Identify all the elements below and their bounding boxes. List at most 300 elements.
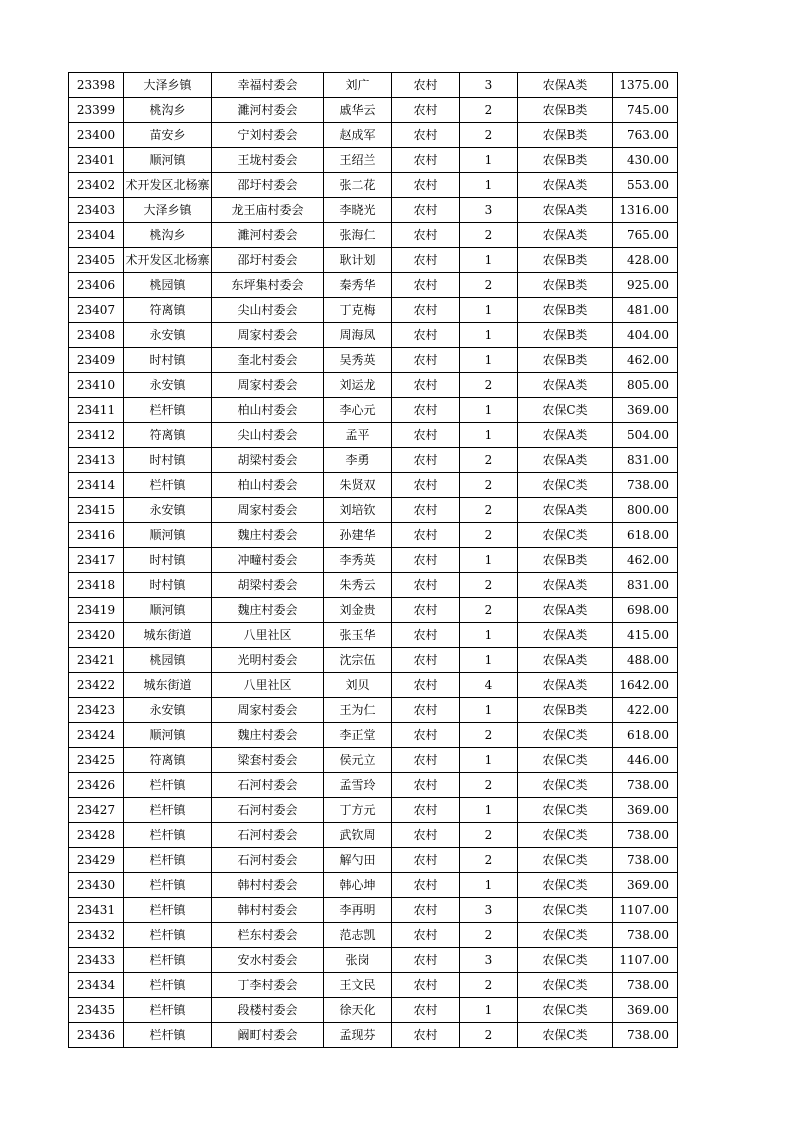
name-cell: 解勺田 (324, 848, 392, 873)
name-cell: 秦秀华 (324, 273, 392, 298)
serial-number-cell: 23416 (69, 523, 124, 548)
table-row (69, 398, 678, 423)
township-cell: 符离镇 (124, 748, 212, 773)
household-type-cell: 农村 (392, 123, 460, 148)
person-count-cell: 3 (460, 73, 518, 98)
household-type-cell: 农村 (392, 423, 460, 448)
person-count-cell: 1 (460, 148, 518, 173)
serial-number-cell: 23405 (69, 248, 124, 273)
person-count-cell: 1 (460, 748, 518, 773)
serial-number-cell: 23407 (69, 298, 124, 323)
name-cell: 王文民 (324, 973, 392, 998)
township-cell: 符离镇 (124, 423, 212, 448)
name-cell: 丁方元 (324, 798, 392, 823)
insurance-category-cell: 农保A类 (518, 198, 613, 223)
township-cell: 栏杆镇 (124, 973, 212, 998)
name-cell: 孙建华 (324, 523, 392, 548)
amount-cell: 369.00 (613, 398, 678, 423)
name-cell: 张二花 (324, 173, 392, 198)
household-type-cell: 农村 (392, 798, 460, 823)
serial-number-cell: 23426 (69, 773, 124, 798)
township-cell: 时村镇 (124, 573, 212, 598)
person-count-cell: 2 (460, 923, 518, 948)
insurance-category-cell: 农保C类 (518, 798, 613, 823)
amount-cell: 369.00 (613, 873, 678, 898)
household-type-cell: 农村 (392, 298, 460, 323)
person-count-cell: 2 (460, 98, 518, 123)
amount-cell: 738.00 (613, 973, 678, 998)
village-committee-cell: 尖山村委会 (212, 298, 324, 323)
village-committee-cell: 段楼村委会 (212, 998, 324, 1023)
township-cell: 顺河镇 (124, 523, 212, 548)
household-type-cell: 农村 (392, 898, 460, 923)
household-type-cell: 农村 (392, 198, 460, 223)
insurance-category-cell: 农保B类 (518, 323, 613, 348)
name-cell: 刘运龙 (324, 373, 392, 398)
person-count-cell: 2 (460, 273, 518, 298)
village-committee-cell: 宁刘村委会 (212, 123, 324, 148)
table-row (69, 273, 678, 298)
amount-cell: 504.00 (613, 423, 678, 448)
table-row (69, 923, 678, 948)
insurance-category-cell: 农保A类 (518, 73, 613, 98)
township-cell: 术开发区北杨寨 (124, 248, 212, 273)
name-cell: 张海仁 (324, 223, 392, 248)
village-committee-cell: 光明村委会 (212, 648, 324, 673)
amount-cell: 462.00 (613, 548, 678, 573)
household-type-cell: 农村 (392, 73, 460, 98)
person-count-cell: 1 (460, 648, 518, 673)
village-committee-cell: 龙王庙村委会 (212, 198, 324, 223)
township-cell: 栏杆镇 (124, 398, 212, 423)
serial-number-cell: 23414 (69, 473, 124, 498)
serial-number-cell: 23401 (69, 148, 124, 173)
insurance-category-cell: 农保C类 (518, 998, 613, 1023)
insurance-category-cell: 农保C类 (518, 873, 613, 898)
village-committee-cell: 阚町村委会 (212, 1023, 324, 1048)
name-cell: 李心元 (324, 398, 392, 423)
name-cell: 刘培钦 (324, 498, 392, 523)
village-committee-cell: 安水村委会 (212, 948, 324, 973)
insurance-category-cell: 农保A类 (518, 648, 613, 673)
name-cell: 徐天化 (324, 998, 392, 1023)
amount-cell: 745.00 (613, 98, 678, 123)
person-count-cell: 1 (460, 398, 518, 423)
village-committee-cell: 丁李村委会 (212, 973, 324, 998)
name-cell: 孟现芬 (324, 1023, 392, 1048)
serial-number-cell: 23413 (69, 448, 124, 473)
insurance-category-cell: 农保C类 (518, 748, 613, 773)
township-cell: 大泽乡镇 (124, 198, 212, 223)
table-row (69, 98, 678, 123)
household-type-cell: 农村 (392, 448, 460, 473)
township-cell: 城东街道 (124, 623, 212, 648)
village-committee-cell: 梁套村委会 (212, 748, 324, 773)
village-committee-cell: 王垅村委会 (212, 148, 324, 173)
township-cell: 栏杆镇 (124, 1023, 212, 1048)
person-count-cell: 2 (460, 723, 518, 748)
person-count-cell: 1 (460, 698, 518, 723)
insurance-category-cell: 农保A类 (518, 423, 613, 448)
name-cell: 李再明 (324, 898, 392, 923)
amount-cell: 800.00 (613, 498, 678, 523)
township-cell: 时村镇 (124, 548, 212, 573)
village-committee-cell: 石河村委会 (212, 823, 324, 848)
person-count-cell: 2 (460, 123, 518, 148)
village-committee-cell: 韩村村委会 (212, 898, 324, 923)
table-row (69, 548, 678, 573)
household-type-cell: 农村 (392, 973, 460, 998)
person-count-cell: 2 (460, 448, 518, 473)
name-cell: 赵成军 (324, 123, 392, 148)
person-count-cell: 1 (460, 423, 518, 448)
name-cell: 李秀英 (324, 548, 392, 573)
table-row (69, 198, 678, 223)
person-count-cell: 1 (460, 623, 518, 648)
person-count-cell: 2 (460, 848, 518, 873)
serial-number-cell: 23432 (69, 923, 124, 948)
person-count-cell: 1 (460, 798, 518, 823)
name-cell: 武钦周 (324, 823, 392, 848)
village-committee-cell: 胡梁村委会 (212, 573, 324, 598)
person-count-cell: 2 (460, 823, 518, 848)
name-cell: 刘贝 (324, 673, 392, 698)
amount-cell: 831.00 (613, 448, 678, 473)
insurance-category-cell: 农保A类 (518, 223, 613, 248)
serial-number-cell: 23434 (69, 973, 124, 998)
household-type-cell: 农村 (392, 523, 460, 548)
person-count-cell: 3 (460, 898, 518, 923)
insurance-category-cell: 农保B类 (518, 98, 613, 123)
household-type-cell: 农村 (392, 223, 460, 248)
village-committee-cell: 尖山村委会 (212, 423, 324, 448)
serial-number-cell: 23430 (69, 873, 124, 898)
household-type-cell: 农村 (392, 748, 460, 773)
village-committee-cell: 奎北村委会 (212, 348, 324, 373)
household-type-cell: 农村 (392, 348, 460, 373)
person-count-cell: 1 (460, 998, 518, 1023)
table-row (69, 1023, 678, 1048)
table-row (69, 348, 678, 373)
name-cell: 李正堂 (324, 723, 392, 748)
village-committee-cell: 栏东村委会 (212, 923, 324, 948)
amount-cell: 765.00 (613, 223, 678, 248)
serial-number-cell: 23422 (69, 673, 124, 698)
name-cell: 耿计划 (324, 248, 392, 273)
name-cell: 孟平 (324, 423, 392, 448)
table-row (69, 998, 678, 1023)
person-count-cell: 2 (460, 573, 518, 598)
household-type-cell: 农村 (392, 623, 460, 648)
name-cell: 范志凯 (324, 923, 392, 948)
serial-number-cell: 23411 (69, 398, 124, 423)
amount-cell: 738.00 (613, 823, 678, 848)
person-count-cell: 1 (460, 548, 518, 573)
township-cell: 永安镇 (124, 698, 212, 723)
insurance-category-cell: 农保A类 (518, 623, 613, 648)
person-count-cell: 3 (460, 948, 518, 973)
village-committee-cell: 韩村村委会 (212, 873, 324, 898)
township-cell: 时村镇 (124, 348, 212, 373)
serial-number-cell: 23423 (69, 698, 124, 723)
insurance-category-cell: 农保C类 (518, 923, 613, 948)
household-type-cell: 农村 (392, 398, 460, 423)
amount-cell: 805.00 (613, 373, 678, 398)
table-row (69, 698, 678, 723)
village-committee-cell: 周家村委会 (212, 498, 324, 523)
name-cell: 刘金贵 (324, 598, 392, 623)
insurance-category-cell: 农保A类 (518, 448, 613, 473)
village-committee-cell: 濉河村委会 (212, 98, 324, 123)
amount-cell: 428.00 (613, 248, 678, 273)
township-cell: 栏杆镇 (124, 923, 212, 948)
table-row (69, 748, 678, 773)
table-row (69, 323, 678, 348)
township-cell: 栏杆镇 (124, 873, 212, 898)
serial-number-cell: 23406 (69, 273, 124, 298)
village-committee-cell: 魏庄村委会 (212, 723, 324, 748)
amount-cell: 404.00 (613, 323, 678, 348)
serial-number-cell: 23421 (69, 648, 124, 673)
name-cell: 朱贤双 (324, 473, 392, 498)
insurance-category-cell: 农保A类 (518, 173, 613, 198)
serial-number-cell: 23420 (69, 623, 124, 648)
amount-cell: 738.00 (613, 473, 678, 498)
table-row (69, 173, 678, 198)
village-committee-cell: 魏庄村委会 (212, 598, 324, 623)
township-cell: 符离镇 (124, 298, 212, 323)
table-row (69, 448, 678, 473)
name-cell: 吴秀英 (324, 348, 392, 373)
village-committee-cell: 石河村委会 (212, 848, 324, 873)
amount-cell: 618.00 (613, 523, 678, 548)
table-row (69, 598, 678, 623)
name-cell: 侯元立 (324, 748, 392, 773)
serial-number-cell: 23424 (69, 723, 124, 748)
village-committee-cell: 胡梁村委会 (212, 448, 324, 473)
township-cell: 术开发区北杨寨 (124, 173, 212, 198)
name-cell: 孟雪玲 (324, 773, 392, 798)
roster-table-body (69, 73, 678, 1048)
roster-table (68, 72, 678, 1048)
amount-cell: 1375.00 (613, 73, 678, 98)
insurance-category-cell: 农保C类 (518, 473, 613, 498)
amount-cell: 738.00 (613, 773, 678, 798)
table-row (69, 423, 678, 448)
table-row (69, 723, 678, 748)
insurance-category-cell: 农保C类 (518, 523, 613, 548)
person-count-cell: 2 (460, 1023, 518, 1048)
insurance-category-cell: 农保C类 (518, 398, 613, 423)
insurance-category-cell: 农保C类 (518, 823, 613, 848)
amount-cell: 430.00 (613, 148, 678, 173)
insurance-category-cell: 农保B类 (518, 348, 613, 373)
township-cell: 顺河镇 (124, 598, 212, 623)
household-type-cell: 农村 (392, 823, 460, 848)
insurance-category-cell: 农保C类 (518, 898, 613, 923)
name-cell: 戚华云 (324, 98, 392, 123)
serial-number-cell: 23408 (69, 323, 124, 348)
person-count-cell: 3 (460, 198, 518, 223)
serial-number-cell: 23436 (69, 1023, 124, 1048)
table-row (69, 573, 678, 598)
serial-number-cell: 23433 (69, 948, 124, 973)
insurance-category-cell: 农保A类 (518, 673, 613, 698)
amount-cell: 831.00 (613, 573, 678, 598)
serial-number-cell: 23418 (69, 573, 124, 598)
insurance-category-cell: 农保A类 (518, 598, 613, 623)
village-committee-cell: 石河村委会 (212, 773, 324, 798)
serial-number-cell: 23435 (69, 998, 124, 1023)
insurance-category-cell: 农保B类 (518, 248, 613, 273)
name-cell: 沈宗伍 (324, 648, 392, 673)
amount-cell: 422.00 (613, 698, 678, 723)
name-cell: 李勇 (324, 448, 392, 473)
table-row (69, 123, 678, 148)
table-row (69, 948, 678, 973)
person-count-cell: 1 (460, 348, 518, 373)
township-cell: 永安镇 (124, 323, 212, 348)
household-type-cell: 农村 (392, 598, 460, 623)
person-count-cell: 2 (460, 973, 518, 998)
township-cell: 桃园镇 (124, 273, 212, 298)
amount-cell: 415.00 (613, 623, 678, 648)
township-cell: 桃园镇 (124, 648, 212, 673)
township-cell: 城东街道 (124, 673, 212, 698)
township-cell: 栏杆镇 (124, 848, 212, 873)
amount-cell: 369.00 (613, 998, 678, 1023)
household-type-cell: 农村 (392, 273, 460, 298)
amount-cell: 1107.00 (613, 948, 678, 973)
serial-number-cell: 23404 (69, 223, 124, 248)
serial-number-cell: 23399 (69, 98, 124, 123)
name-cell: 周海凤 (324, 323, 392, 348)
person-count-cell: 2 (460, 373, 518, 398)
township-cell: 大泽乡镇 (124, 73, 212, 98)
table-row (69, 73, 678, 98)
serial-number-cell: 23431 (69, 898, 124, 923)
amount-cell: 698.00 (613, 598, 678, 623)
village-committee-cell: 八里社区 (212, 673, 324, 698)
village-committee-cell: 石河村委会 (212, 798, 324, 823)
township-cell: 顺河镇 (124, 723, 212, 748)
village-committee-cell: 邵圩村委会 (212, 248, 324, 273)
name-cell: 王为仁 (324, 698, 392, 723)
township-cell: 栏杆镇 (124, 473, 212, 498)
village-committee-cell: 邵圩村委会 (212, 173, 324, 198)
table-row (69, 773, 678, 798)
household-type-cell: 农村 (392, 873, 460, 898)
amount-cell: 925.00 (613, 273, 678, 298)
table-row (69, 673, 678, 698)
household-type-cell: 农村 (392, 698, 460, 723)
serial-number-cell: 23412 (69, 423, 124, 448)
amount-cell: 618.00 (613, 723, 678, 748)
name-cell: 李晓光 (324, 198, 392, 223)
household-type-cell: 农村 (392, 1023, 460, 1048)
household-type-cell: 农村 (392, 773, 460, 798)
amount-cell: 738.00 (613, 1023, 678, 1048)
name-cell: 刘广 (324, 73, 392, 98)
insurance-category-cell: 农保B类 (518, 273, 613, 298)
township-cell: 桃沟乡 (124, 98, 212, 123)
person-count-cell: 2 (460, 773, 518, 798)
household-type-cell: 农村 (392, 648, 460, 673)
table-row (69, 248, 678, 273)
insurance-category-cell: 农保B类 (518, 123, 613, 148)
household-type-cell: 农村 (392, 173, 460, 198)
village-committee-cell: 周家村委会 (212, 323, 324, 348)
name-cell: 朱秀云 (324, 573, 392, 598)
insurance-category-cell: 农保C类 (518, 1023, 613, 1048)
name-cell: 张玉华 (324, 623, 392, 648)
household-type-cell: 农村 (392, 723, 460, 748)
insurance-category-cell: 农保B类 (518, 698, 613, 723)
household-type-cell: 农村 (392, 248, 460, 273)
person-count-cell: 1 (460, 873, 518, 898)
insurance-category-cell: 农保C类 (518, 973, 613, 998)
village-committee-cell: 柏山村委会 (212, 398, 324, 423)
table-row (69, 373, 678, 398)
household-type-cell: 农村 (392, 473, 460, 498)
village-committee-cell: 周家村委会 (212, 698, 324, 723)
amount-cell: 1642.00 (613, 673, 678, 698)
village-committee-cell: 濉河村委会 (212, 223, 324, 248)
village-committee-cell: 八里社区 (212, 623, 324, 648)
insurance-category-cell: 农保C类 (518, 723, 613, 748)
household-type-cell: 农村 (392, 323, 460, 348)
village-committee-cell: 周家村委会 (212, 373, 324, 398)
amount-cell: 738.00 (613, 923, 678, 948)
serial-number-cell: 23415 (69, 498, 124, 523)
insurance-category-cell: 农保B类 (518, 548, 613, 573)
township-cell: 栏杆镇 (124, 823, 212, 848)
amount-cell: 488.00 (613, 648, 678, 673)
township-cell: 永安镇 (124, 498, 212, 523)
household-type-cell: 农村 (392, 848, 460, 873)
table-row (69, 848, 678, 873)
serial-number-cell: 23417 (69, 548, 124, 573)
serial-number-cell: 23398 (69, 73, 124, 98)
amount-cell: 763.00 (613, 123, 678, 148)
table-row (69, 873, 678, 898)
household-type-cell: 农村 (392, 573, 460, 598)
table-row (69, 223, 678, 248)
amount-cell: 446.00 (613, 748, 678, 773)
table-row (69, 798, 678, 823)
person-count-cell: 2 (460, 598, 518, 623)
serial-number-cell: 23428 (69, 823, 124, 848)
table-row (69, 473, 678, 498)
table-row (69, 823, 678, 848)
village-committee-cell: 冲疃村委会 (212, 548, 324, 573)
insurance-category-cell: 农保B类 (518, 148, 613, 173)
household-type-cell: 农村 (392, 498, 460, 523)
table-row (69, 148, 678, 173)
person-count-cell: 2 (460, 523, 518, 548)
township-cell: 栏杆镇 (124, 998, 212, 1023)
insurance-category-cell: 农保A类 (518, 573, 613, 598)
township-cell: 桃沟乡 (124, 223, 212, 248)
village-committee-cell: 幸福村委会 (212, 73, 324, 98)
serial-number-cell: 23410 (69, 373, 124, 398)
name-cell: 张岗 (324, 948, 392, 973)
name-cell: 王绍兰 (324, 148, 392, 173)
serial-number-cell: 23427 (69, 798, 124, 823)
township-cell: 栏杆镇 (124, 798, 212, 823)
person-count-cell: 2 (460, 498, 518, 523)
township-cell: 顺河镇 (124, 148, 212, 173)
